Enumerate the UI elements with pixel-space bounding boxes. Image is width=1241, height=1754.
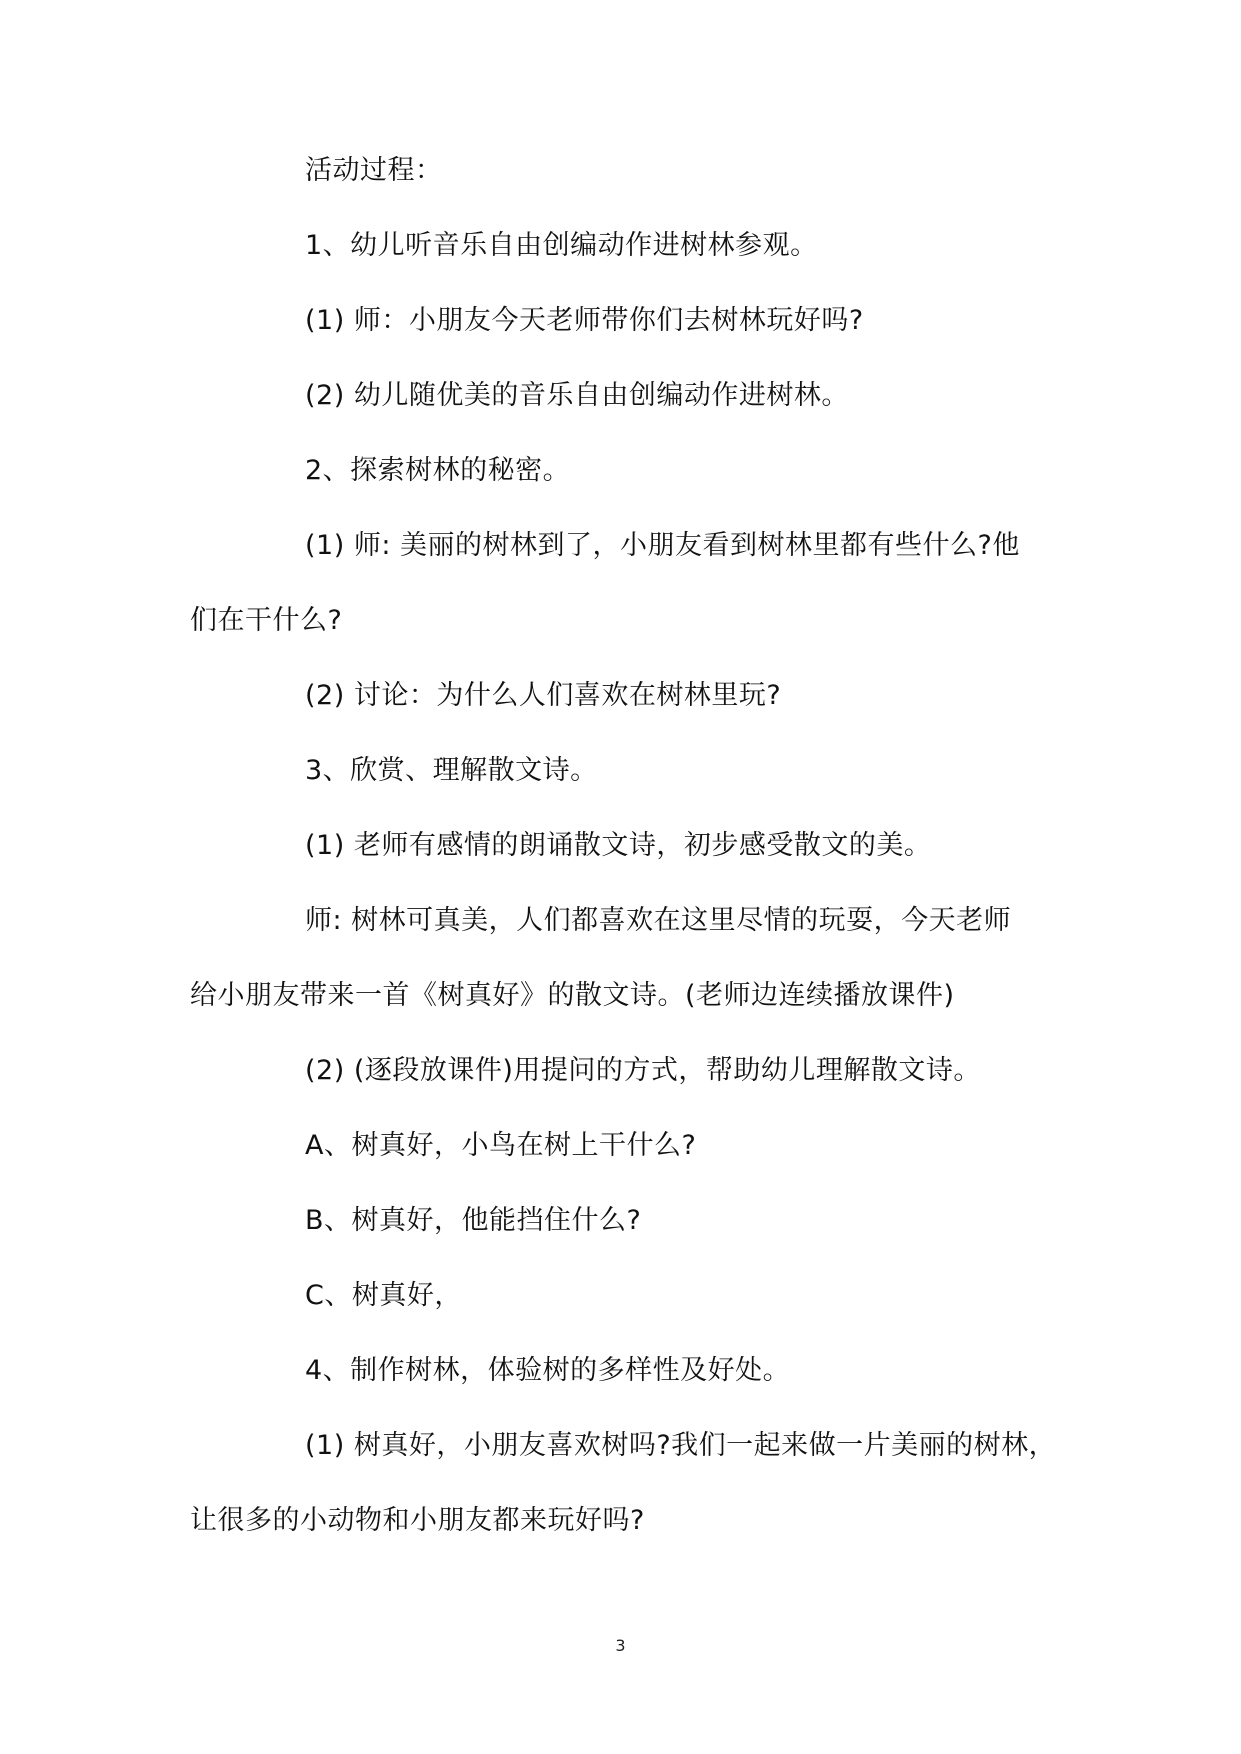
paragraph-line: 4、制作树林，体验树的多样性及好处。 [305, 1355, 791, 1386]
paragraph-line: (2) 讨论：为什么人们喜欢在树林里玩? [305, 680, 782, 711]
paragraph-line: (2) 幼儿随优美的音乐自由创编动作进树林。 [305, 380, 849, 411]
paragraph-line: (1) 师: 美丽的树林到了，小朋友看到树林里都有些什么?他 [305, 530, 1020, 561]
paragraph-line: 给小朋友带来一首《树真好》的散文诗。(老师边连续播放课件) [190, 980, 955, 1011]
paragraph-line: 1、幼儿听音乐自由创编动作进树林参观。 [305, 230, 818, 261]
paragraph-line: B、树真好，他能挡住什么? [305, 1205, 642, 1236]
paragraph-line: A、树真好，小鸟在树上干什么? [305, 1130, 697, 1161]
section-heading: 活动过程： [305, 155, 443, 186]
paragraph-line: 3、欣赏、理解散文诗。 [305, 755, 598, 786]
paragraph-line: (1) 老师有感情的朗诵散文诗，初步感受散文的美。 [305, 830, 932, 861]
paragraph-line: 让很多的小动物和小朋友都来玩好吗? [190, 1505, 645, 1536]
paragraph-line: (1) 师：小朋友今天老师带你们去树林玩好吗? [305, 305, 864, 336]
paragraph-line: 们在干什么? [190, 605, 343, 636]
paragraph-line: 师: 树林可真美，人们都喜欢在这里尽情的玩耍，今天老师 [305, 905, 1012, 936]
paragraph-line: C、树真好， [305, 1280, 462, 1311]
paragraph-line: (2) (逐段放课件)用提问的方式，帮助幼儿理解散文诗。 [305, 1055, 981, 1086]
paragraph-line: (1) 树真好，小朋友喜欢树吗?我们一起来做一片美丽的树林， [305, 1430, 1057, 1461]
page-number: 3 [615, 1636, 626, 1655]
paragraph-line: 2、探索树林的秘密。 [305, 455, 571, 486]
